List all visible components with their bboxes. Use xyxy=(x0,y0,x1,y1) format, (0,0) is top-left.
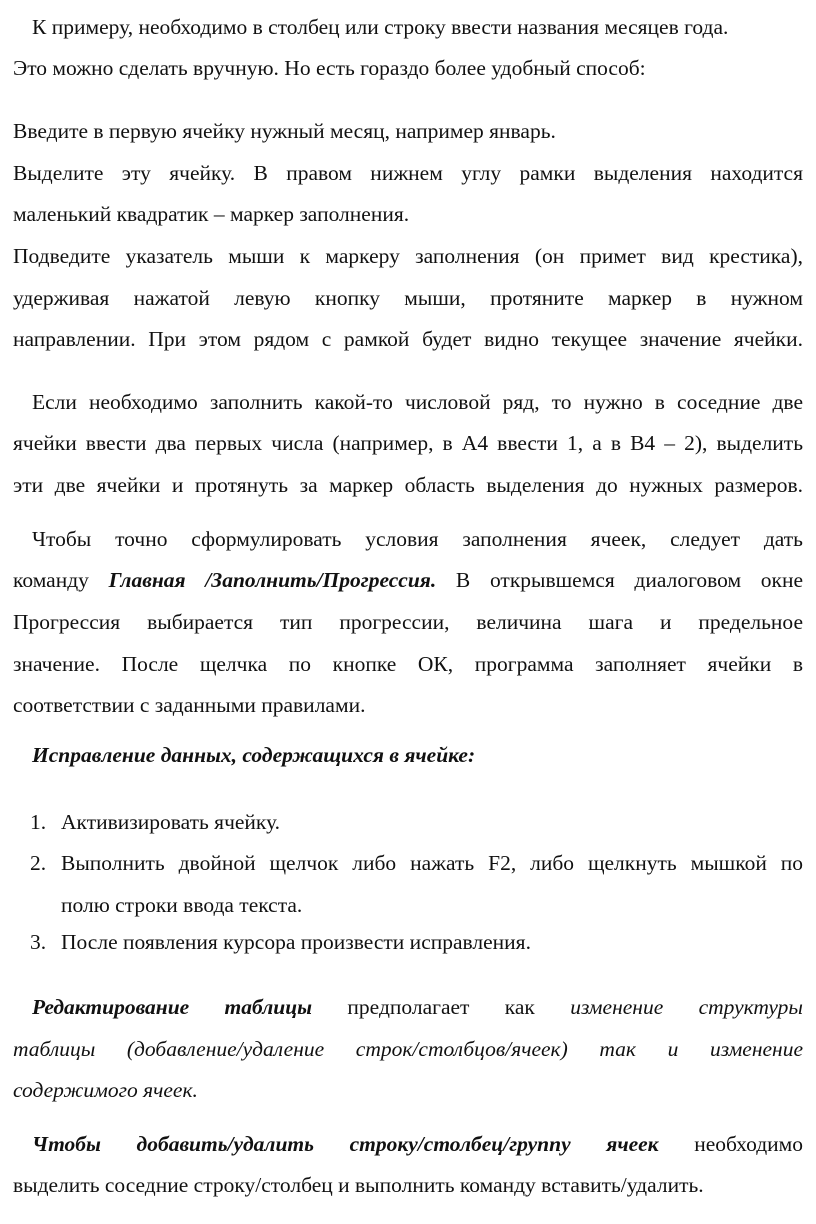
text-line: Чтобы точно сформулировать условия заполнения ячеек, следует дать xyxy=(32,527,803,551)
term-bold: Редактирование таблицы xyxy=(32,995,313,1019)
list-number: 2. xyxy=(30,851,47,875)
text-line: Введите в первую ячейку нужный месяц, например январь. xyxy=(13,119,556,143)
text-line: содержимого ячеек. xyxy=(13,1078,198,1102)
text-line: соответствии с заданными правилами. xyxy=(13,693,366,717)
text-line xyxy=(32,997,803,1019)
text-line: эти две ячейки и протянуть за маркер область выделения до нужных размеров. xyxy=(13,473,803,497)
text-line: значение. После щелчка по кнопке ОК, программа заполняет ячейки в xyxy=(13,652,803,676)
text-line: Это можно сделать вручную. Но есть гораздо более удобный способ: xyxy=(13,56,646,80)
text-line: Если необходимо заполнить какой-то числовой ряд, то нужно в соседние две xyxy=(32,390,803,414)
text-line: ячейки ввести два первых числа (например, в А4 ввести 1, а в В4 – 2), выделить xyxy=(13,431,803,455)
list-number: 3. xyxy=(30,930,47,954)
list-item xyxy=(13,812,803,836)
list-item-continuation xyxy=(13,895,803,919)
text-line: направлении. При этом рядом с рамкой будет видно текущее значение ячейки. xyxy=(13,327,803,351)
list-text: Выполнить двойной щелчок либо нажать F2, либо щелкнуть мышкой по xyxy=(61,851,803,875)
text-run: предполагает как xyxy=(312,995,571,1019)
command-path: Главная /Заполнить/Прогрессия. xyxy=(108,568,437,592)
text-line: Выделите эту ячейку. В правом нижнем углу рамки выделения находится xyxy=(13,161,803,185)
text-line: выделить соседние строку/столбец и выполнить команду вставить/удалить. xyxy=(13,1173,704,1197)
list-text: полю строки ввода текста. xyxy=(61,893,303,917)
text-line: Прогрессия выбирается тип прогрессии, величина шага и предельное xyxy=(13,610,803,634)
list-item xyxy=(13,853,803,877)
text-line: удерживая нажатой левую кнопку мыши, протяните маркер в нужном xyxy=(13,286,803,310)
list-number: 1. xyxy=(30,810,47,834)
text-line: маленький квадратик – маркер заполнения. xyxy=(13,202,410,226)
text-line: Подведите указатель мыши к маркеру заполнения (он примет вид крестика), xyxy=(13,244,803,268)
term-bold: Чтобы добавить/удалить строку/столбец/группу ячеек xyxy=(32,1132,659,1156)
text-run: необходимо xyxy=(658,1132,804,1156)
text-line: таблицы (добавление/удаление строк/столбцов/ячеек) так и изменение xyxy=(13,1037,803,1061)
list-text: Активизировать ячейку. xyxy=(61,810,281,834)
text-run: команду xyxy=(13,568,109,592)
text-run: В открывшемся диалоговом окне xyxy=(436,568,804,592)
list-item xyxy=(13,932,803,956)
list-text: После появления курсора произвести исправления. xyxy=(61,930,531,954)
term-italic: изменение структуры xyxy=(570,995,803,1019)
text-line xyxy=(13,570,803,592)
text-line xyxy=(32,1134,803,1156)
section-heading: Исправление данных, содержащихся в ячейке: xyxy=(32,743,476,767)
text-line: К примеру, необходимо в столбец или строку ввести названия месяцев года. xyxy=(32,15,729,39)
